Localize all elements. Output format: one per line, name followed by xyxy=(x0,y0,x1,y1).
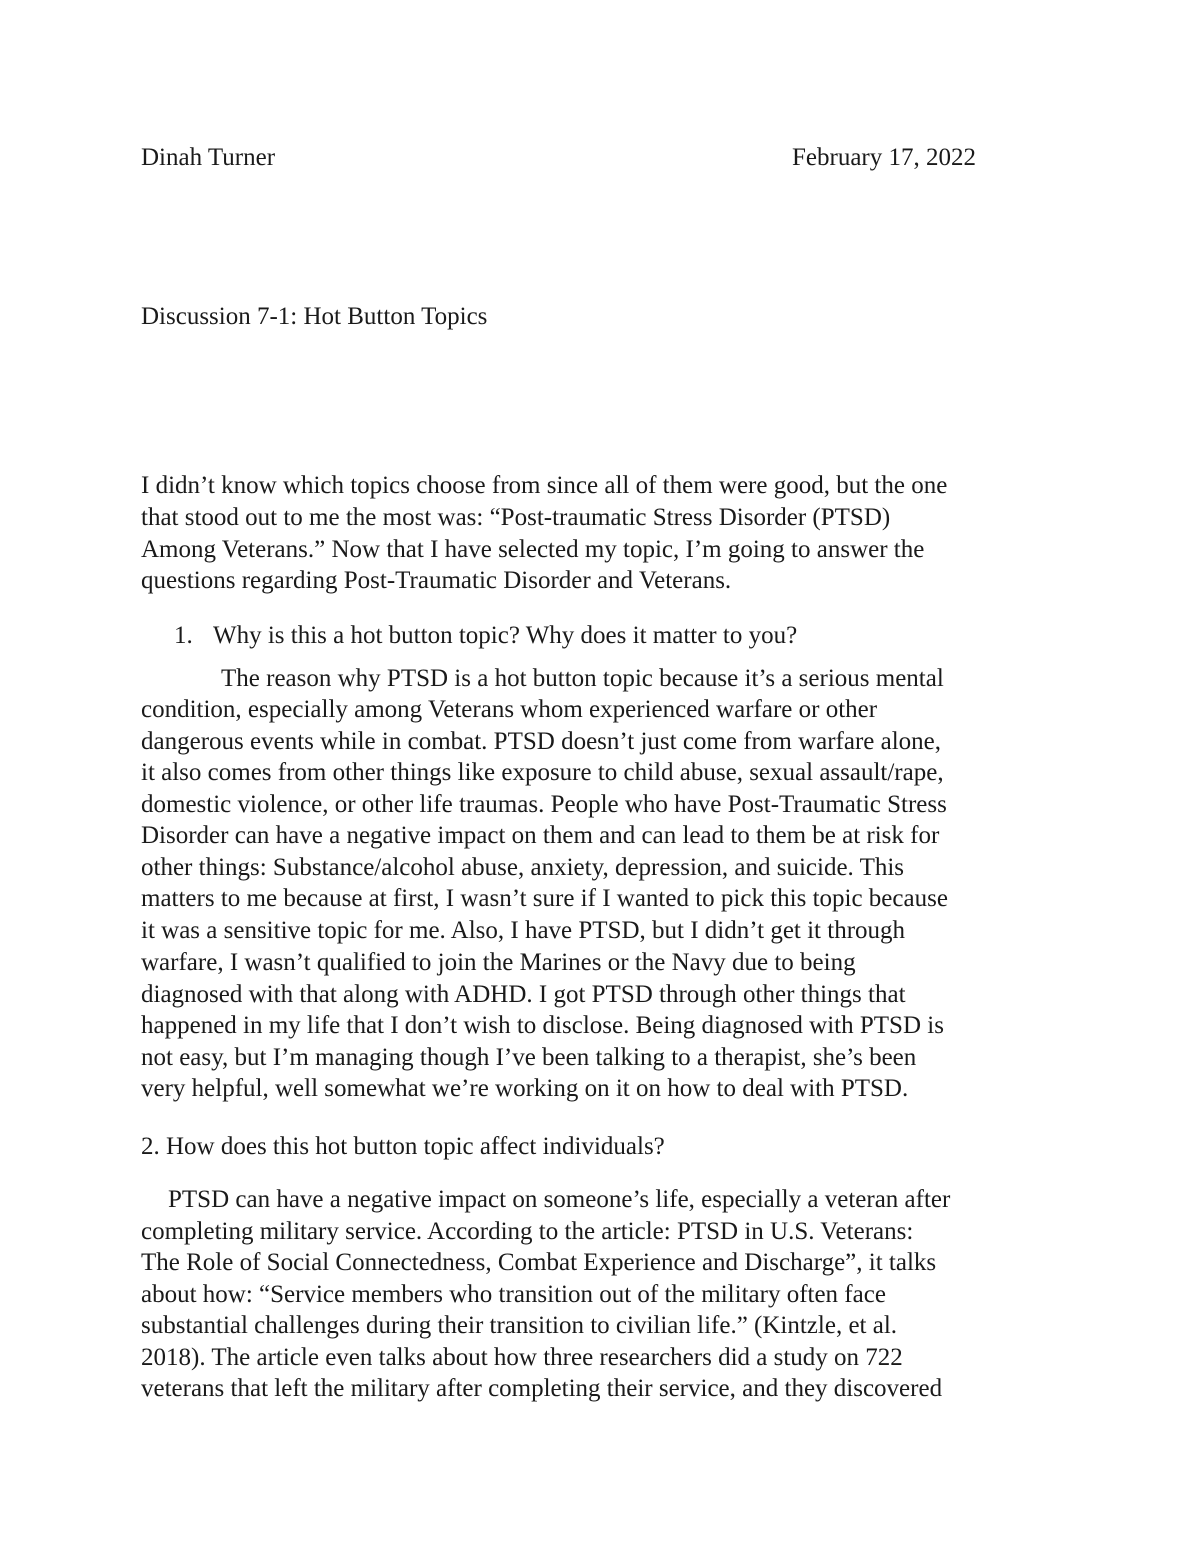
answer-1-line: it was a sensitive topic for me. Also, I have PTSD, but I didn’t get it through xyxy=(141,917,906,944)
answer-2-line: completing military service. According to the article: PTSD in U.S. Veterans: xyxy=(141,1218,914,1245)
answer-1-line: warfare, I wasn’t qualified to join the Marines or the Navy due to being xyxy=(141,949,856,976)
answer-1-line: other things: Substance/alcohol abuse, anxiety, depression, and suicide. This xyxy=(141,854,905,881)
answer-1-line: very helpful, well somewhat we’re working on it on how to deal with PTSD. xyxy=(141,1075,909,1102)
answer-1-line: Disorder can have a negative impact on them and can lead to them be at risk for xyxy=(141,822,940,849)
intro-line: questions regarding Post-Traumatic Disorder and Veterans. xyxy=(141,567,732,594)
author-name: Dinah Turner xyxy=(141,144,276,171)
answer-2-line: substantial challenges during their transition to civilian life.” (Kintzle, et al. xyxy=(141,1312,898,1339)
answer-2-line: veterans that left the military after completing their service, and they discovered xyxy=(141,1375,943,1402)
answer-1-line: condition, especially among Veterans whom experienced warfare or other xyxy=(141,696,878,723)
answer-2-line: 2018). The article even talks about how three researchers did a study on 722 xyxy=(141,1344,903,1371)
intro-line: that stood out to me the most was: “Post-traumatic Stress Disorder (PTSD) xyxy=(141,504,891,531)
intro-line: Among Veterans.” Now that I have selected my topic, I’m going to answer the xyxy=(141,536,925,563)
answer-2-line: The Role of Social Connectedness, Combat Experience and Discharge”, it talks xyxy=(141,1249,937,1276)
answer-2-line: about how: “Service members who transition out of the military often face xyxy=(141,1281,886,1308)
answer-1-line: it also comes from other things like exposure to child abuse, sexual assault/rape, xyxy=(141,759,944,786)
answer-1-line: not easy, but I’m managing though I’ve been talking to a therapist, she’s been xyxy=(141,1044,917,1071)
question-2-text: 2. How does this hot button topic affect individuals? xyxy=(141,1133,665,1160)
question-1-number: 1. xyxy=(174,622,193,649)
intro-line: I didn’t know which topics choose from since all of them were good, but the one xyxy=(141,472,948,499)
answer-1-line: dangerous events while in combat. PTSD doesn’t just come from warfare alone, xyxy=(141,728,942,755)
answer-1-line: diagnosed with that along with ADHD. I got PTSD through other things that xyxy=(141,981,906,1008)
question-1-text: Why is this a hot button topic? Why does it matter to you? xyxy=(213,622,798,649)
answer-1-line: The reason why PTSD is a hot button topic because it’s a serious mental xyxy=(221,665,944,692)
answer-1-line: domestic violence, or other life traumas. People who have Post-Traumatic Stress xyxy=(141,791,947,818)
answer-2-line: PTSD can have a negative impact on someone’s life, especially a veteran after xyxy=(168,1186,951,1213)
document-date: February 17, 2022 xyxy=(792,144,976,171)
answer-1-line: happened in my life that I don’t wish to disclose. Being diagnosed with PTSD is xyxy=(141,1012,944,1039)
answer-1-line: matters to me because at first, I wasn’t sure if I wanted to pick this topic because xyxy=(141,885,948,912)
page-title: Discussion 7-1: Hot Button Topics xyxy=(141,303,488,330)
